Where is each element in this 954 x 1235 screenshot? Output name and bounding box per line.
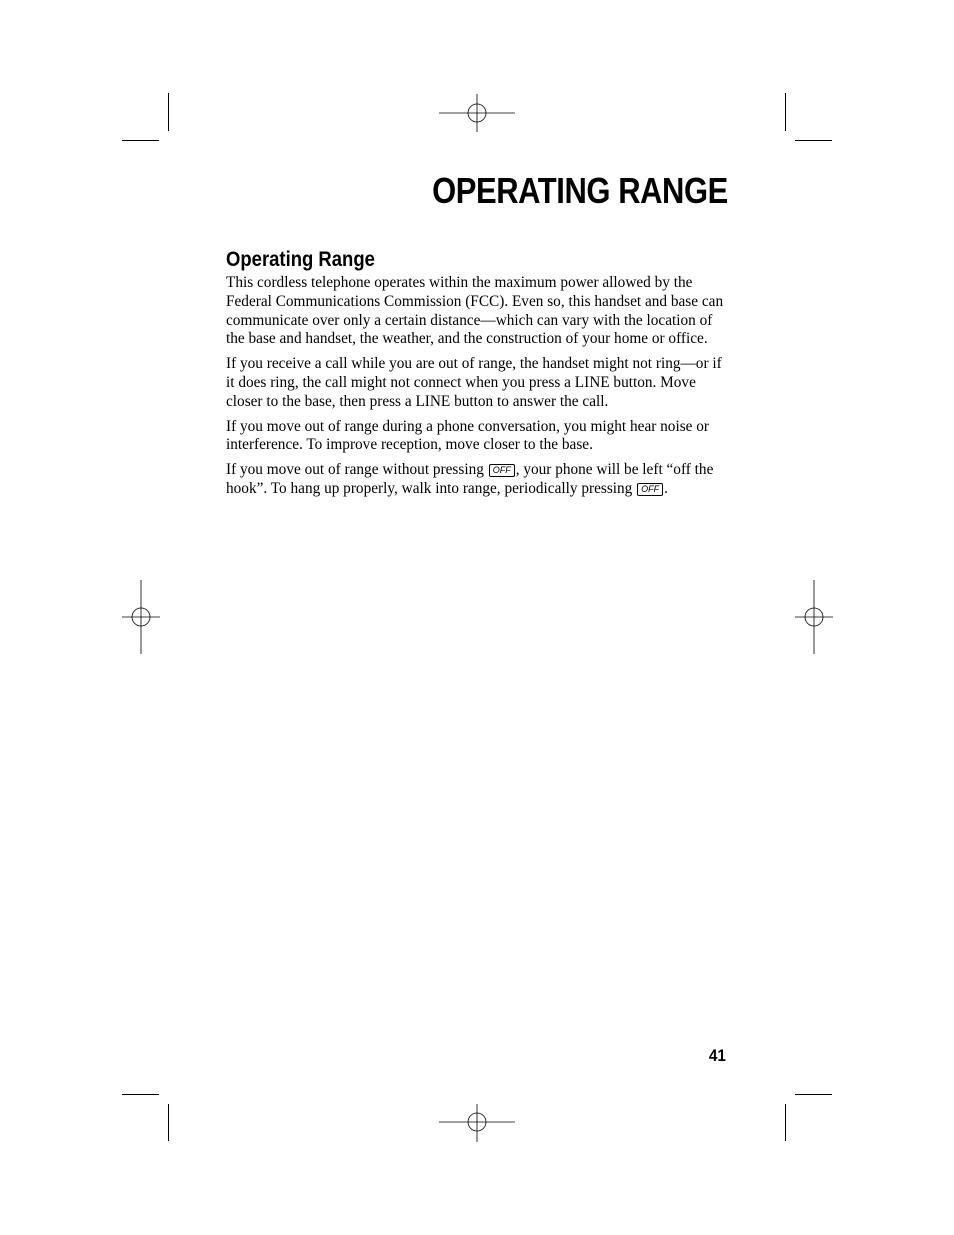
page-number: 41: [708, 1046, 726, 1065]
paragraph-text: , your phone will be left “off the hook”. To hang up properly, walk into range, periodically pressing: [226, 461, 714, 497]
paragraph-fcc: This cordless telephone operates within the maximum power allowed by the Federal Communications Commission (FCC). Even so, this handset and base can communicate over only a certain distance—which can vary with the location of the base and handset, the weather, and the construction of your home or office.: [226, 274, 724, 348]
off-key-icon: OFF: [489, 464, 515, 477]
crop-mark-top-left-horizontal: [122, 140, 159, 141]
paragraph-text: .: [664, 479, 668, 497]
paragraph-off-the-hook: [226, 461, 731, 499]
crop-mark-top-right-horizontal: [795, 140, 832, 141]
registration-mark-left: [122, 580, 160, 654]
page-title: OPERATING RANGE: [432, 170, 728, 211]
crop-mark-bottom-left-vertical: [168, 1104, 169, 1141]
section-heading: Operating Range: [226, 248, 375, 271]
main-content: [226, 248, 731, 505]
crop-mark-top-left-vertical: [168, 93, 169, 131]
crop-mark-bottom-left-horizontal: [122, 1094, 159, 1095]
registration-mark-top: [439, 94, 515, 132]
paragraph-text: If you move out of range without pressing: [226, 461, 488, 479]
crop-mark-bottom-right-horizontal: [795, 1094, 832, 1095]
paragraph-out-of-range-call: If you receive a call while you are out of range, the handset might not ring—or if it does ring, the call might not connect when you press a LINE button. Move closer to the base, then press a LINE button to answer the call.: [226, 355, 722, 410]
registration-mark-bottom: [439, 1104, 515, 1142]
crop-mark-bottom-right-vertical: [785, 1104, 786, 1141]
off-key-icon: OFF: [637, 483, 663, 496]
registration-mark-right: [795, 580, 833, 654]
paragraph-conversation-noise: If you move out of range during a phone conversation, you might hear noise or interference. To improve reception, move closer to the base.: [226, 417, 710, 454]
crop-mark-top-right-vertical: [785, 93, 786, 131]
